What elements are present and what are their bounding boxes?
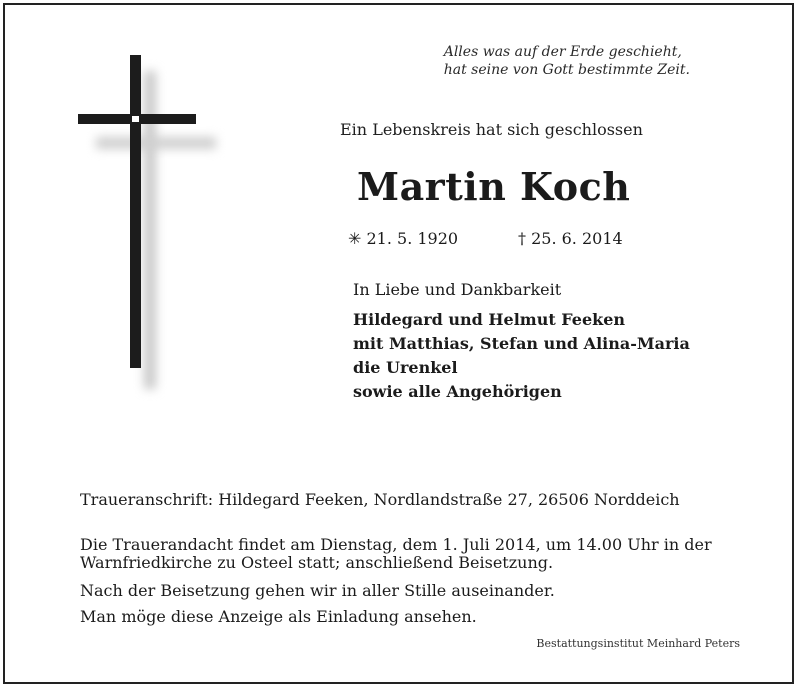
mourning-address: Traueranschrift: Hildegard Feeken, Nordlandstraße 27, 26506 Norddeich (80, 490, 680, 509)
cross-icon (78, 55, 208, 395)
mourner-line: sowie alle Angehörigen (353, 382, 562, 401)
motto-line-1: Alles was auf der Erde geschieht, (443, 44, 682, 60)
dedication: In Liebe und Dankbarkeit (353, 280, 562, 299)
mourner-line: die Urenkel (353, 358, 458, 377)
birth-date: ✳ 21. 5. 1920 (348, 229, 459, 248)
burial-note: Nach der Beisetzung gehen wir in aller Stille auseinander. (80, 581, 555, 600)
death-date: † 25. 6. 2014 (518, 229, 623, 248)
motto (444, 43, 690, 79)
service-info: Die Trauerandacht findet am Dienstag, dem 1. Juli 2014, um 14.00 Uhr in der Warnfriedkirche zu Osteel statt; anschließend Beisetzung. (80, 535, 712, 572)
motto-line-2: hat seine von Gott bestimmte Zeit. (443, 62, 690, 78)
invitation-note: Man möge diese Anzeige als Einladung ansehen. (80, 607, 477, 626)
mourners-list (353, 308, 690, 404)
funeral-home: Bestattungsinstitut Meinhard Peters (536, 637, 740, 650)
heading: Ein Lebenskreis hat sich geschlossen (340, 120, 643, 139)
mourner-line: Hildegard und Helmut Feeken (353, 310, 626, 329)
mourner-line: mit Matthias, Stefan und Alina-Maria (353, 334, 690, 353)
deceased-name: Martin Koch (357, 164, 631, 209)
